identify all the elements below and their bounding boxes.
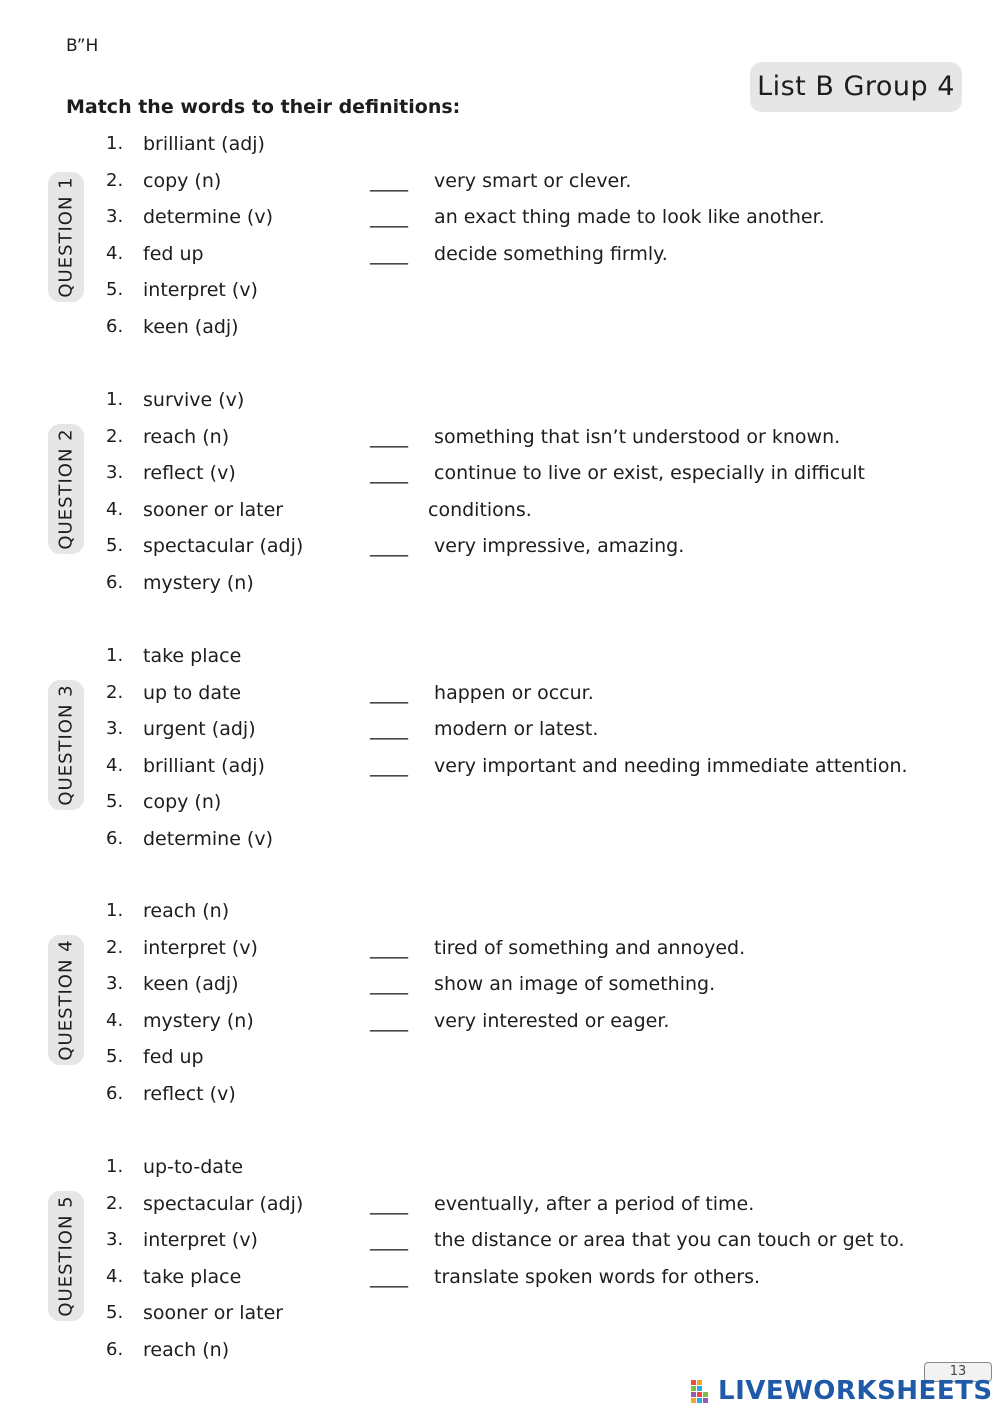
- list-item: [0, 535, 360, 565]
- question-label: QUESTION 5: [55, 1195, 77, 1317]
- word: interpret (v): [143, 1229, 258, 1251]
- definition-row: [370, 163, 970, 200]
- list-item: [0, 937, 360, 967]
- answer-blank[interactable]: ____: [370, 937, 408, 959]
- list-item: [0, 1083, 360, 1113]
- definition-text: very smart or clever.: [434, 170, 632, 192]
- list-item: [0, 206, 360, 236]
- item-number: 4.: [106, 1266, 124, 1287]
- question-label: QUESTION 4: [55, 939, 77, 1061]
- item-number: 2.: [106, 682, 124, 703]
- list-item: [0, 389, 360, 419]
- word: reach (n): [143, 900, 230, 922]
- definition-text: an exact thing made to look like another.: [434, 206, 825, 228]
- item-number: 3.: [106, 462, 124, 483]
- item-number: 2.: [106, 937, 124, 958]
- answer-blank[interactable]: ____: [370, 170, 408, 192]
- definition-text: continue to live or exist, especially in difficult conditions.: [428, 462, 865, 521]
- list-item: [0, 682, 360, 712]
- definition-row: [370, 1259, 970, 1296]
- definition-text: something that isn’t understood or known.: [434, 426, 841, 448]
- definition-text: happen or occur.: [434, 682, 594, 704]
- question-label: QUESTION 3: [55, 684, 77, 806]
- list-item: [0, 791, 360, 821]
- word: mystery (n): [143, 572, 254, 594]
- word: spectacular (adj): [143, 1193, 304, 1215]
- list-item: [0, 1010, 360, 1040]
- word: mystery (n): [143, 1010, 254, 1032]
- word: up to date: [143, 682, 242, 704]
- item-number: 5.: [106, 279, 124, 300]
- word: keen (adj): [143, 316, 239, 338]
- definition-row: [370, 930, 970, 967]
- list-item: [0, 572, 360, 602]
- list-item: [0, 755, 360, 785]
- item-number: 4.: [106, 1010, 124, 1031]
- answer-blank[interactable]: ____: [370, 1193, 408, 1215]
- item-number: 5.: [106, 791, 124, 812]
- definition-text: very important and needing immediate attention.: [434, 755, 908, 777]
- answer-blank[interactable]: ____: [370, 243, 408, 265]
- word: reflect (v): [143, 462, 236, 484]
- brand-name: LIVEWORKSHEETS: [718, 1376, 993, 1406]
- word: take place: [143, 645, 242, 667]
- list-item: [0, 645, 360, 675]
- answer-blank[interactable]: ____: [370, 718, 408, 740]
- list-item: [0, 718, 360, 748]
- definition-row: [370, 1003, 970, 1040]
- item-number: 5.: [106, 1302, 124, 1323]
- word: up-to-date: [143, 1156, 244, 1178]
- item-number: 5.: [106, 1046, 124, 1067]
- word: interpret (v): [143, 937, 258, 959]
- definition-text: very interested or eager.: [434, 1010, 670, 1032]
- item-number: 6.: [106, 572, 124, 593]
- definition-row: [370, 966, 970, 1003]
- definition-text: translate spoken words for others.: [434, 1266, 761, 1288]
- question-1: [0, 127, 1000, 347]
- definition-row: [370, 1186, 970, 1223]
- question-2: [0, 383, 1000, 603]
- word: reach (n): [143, 1339, 230, 1361]
- word: sooner or later: [143, 499, 284, 521]
- list-item: [0, 828, 360, 858]
- list-item: [0, 316, 360, 346]
- answer-blank[interactable]: ____: [370, 682, 408, 704]
- answer-blank[interactable]: ____: [370, 462, 408, 484]
- answer-blank[interactable]: ____: [370, 206, 408, 228]
- item-number: 1.: [106, 900, 124, 921]
- word: brilliant (adj): [143, 133, 265, 155]
- definition-row: [370, 748, 970, 785]
- question-label: QUESTION 1: [55, 176, 77, 298]
- definition-row: [370, 236, 970, 273]
- list-item: [0, 462, 360, 492]
- item-number: 3.: [106, 1229, 124, 1250]
- word: reach (n): [143, 426, 230, 448]
- item-number: 3.: [106, 718, 124, 739]
- item-number: 1.: [106, 389, 124, 410]
- list-item: [0, 499, 360, 529]
- list-item: [0, 279, 360, 309]
- list-item: [0, 1046, 360, 1076]
- definition-row: [370, 675, 970, 712]
- liveworksheets-logo-icon: [690, 1378, 716, 1404]
- word: spectacular (adj): [143, 535, 304, 557]
- definition-row: [370, 528, 970, 565]
- list-item: [0, 1302, 360, 1332]
- definition-text: modern or latest.: [434, 718, 599, 740]
- item-number: 3.: [106, 973, 124, 994]
- word: fed up: [143, 1046, 204, 1068]
- item-number: 5.: [106, 535, 124, 556]
- word: brilliant (adj): [143, 755, 265, 777]
- word: copy (n): [143, 170, 222, 192]
- question-5: [0, 1150, 1000, 1370]
- item-number: 6.: [106, 828, 124, 849]
- item-number: 6.: [106, 1083, 124, 1104]
- item-number: 2.: [106, 170, 124, 191]
- answer-blank[interactable]: ____: [370, 755, 408, 777]
- definition-text: show an image of something.: [434, 973, 716, 995]
- word: urgent (adj): [143, 718, 256, 740]
- item-number: 6.: [106, 1339, 124, 1360]
- item-number: 4.: [106, 499, 124, 520]
- word: determine (v): [143, 828, 273, 850]
- item-number: 1.: [106, 133, 124, 154]
- answer-blank[interactable]: ____: [370, 1229, 408, 1251]
- list-item: [0, 973, 360, 1003]
- definition-row: [370, 711, 970, 748]
- list-item: [0, 900, 360, 930]
- question-label: QUESTION 2: [55, 428, 77, 550]
- word: copy (n): [143, 791, 222, 813]
- answer-blank[interactable]: ____: [370, 1010, 408, 1032]
- word: keen (adj): [143, 973, 239, 995]
- word: determine (v): [143, 206, 273, 228]
- list-item: [0, 1266, 360, 1296]
- list-item: [0, 1156, 360, 1186]
- definition-row: [370, 419, 970, 456]
- list-item: [0, 1229, 360, 1259]
- list-item: [0, 1339, 360, 1369]
- word: reflect (v): [143, 1083, 236, 1105]
- list-item: [0, 243, 360, 273]
- definition-row: [370, 455, 890, 528]
- item-number: 6.: [106, 316, 124, 337]
- list-item: [0, 426, 360, 456]
- definition-text: the distance or area that you can touch or get to.: [434, 1229, 905, 1251]
- answer-blank[interactable]: ____: [370, 1266, 408, 1288]
- list-item: [0, 170, 360, 200]
- item-number: 4.: [106, 243, 124, 264]
- word: take place: [143, 1266, 242, 1288]
- word: fed up: [143, 243, 204, 265]
- item-number: 3.: [106, 206, 124, 227]
- answer-blank[interactable]: ____: [370, 973, 408, 995]
- item-number: 1.: [106, 1156, 124, 1177]
- page-number: 13: [924, 1362, 992, 1382]
- question-4: [0, 894, 1000, 1114]
- item-number: 1.: [106, 645, 124, 666]
- instructions: Match the words to their definitions:: [66, 96, 461, 118]
- item-number: 2.: [106, 426, 124, 447]
- word: sooner or later: [143, 1302, 284, 1324]
- definition-text: eventually, after a period of time.: [434, 1193, 755, 1215]
- definition-text: very impressive, amazing.: [434, 535, 685, 557]
- item-number: 2.: [106, 1193, 124, 1214]
- word: survive (v): [143, 389, 245, 411]
- definition-row: [370, 1222, 970, 1259]
- definition-row: [370, 199, 970, 236]
- list-item: [0, 1193, 360, 1223]
- answer-blank[interactable]: ____: [370, 426, 408, 448]
- list-item: [0, 133, 360, 163]
- header-mark: B”H: [66, 36, 99, 56]
- group-badge: List B Group 4: [750, 62, 962, 112]
- answer-blank[interactable]: ____: [370, 535, 408, 557]
- definition-text: tired of something and annoyed.: [434, 937, 746, 959]
- item-number: 4.: [106, 755, 124, 776]
- definition-text: decide something firmly.: [434, 243, 668, 265]
- question-3: [0, 639, 1000, 859]
- word: interpret (v): [143, 279, 258, 301]
